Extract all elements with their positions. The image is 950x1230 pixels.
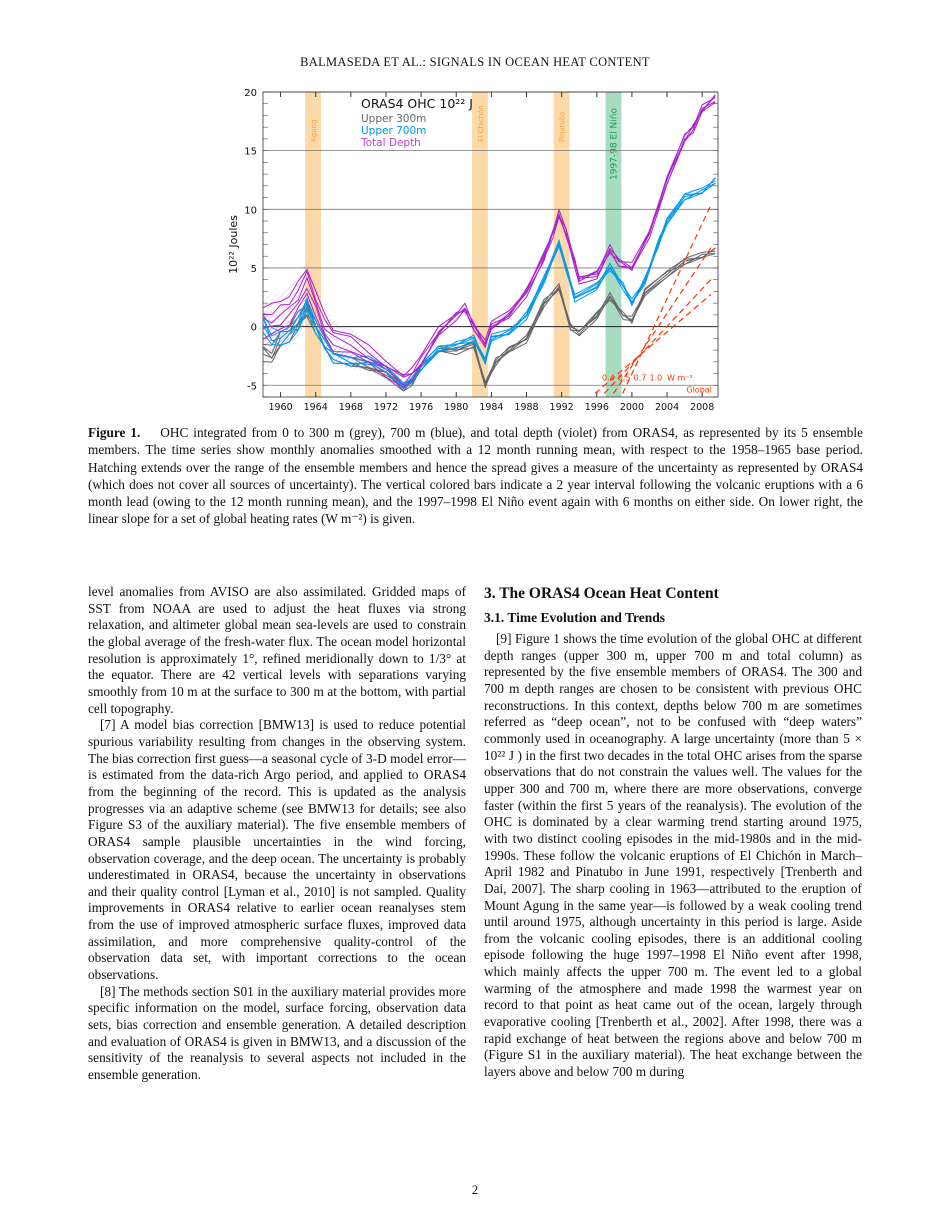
heating-rate-label: 0.7: [633, 373, 647, 383]
paragraph: [9] Figure 1 shows the time evolution of the global OHC at different depth ranges (upper 300 m, upper 700 m and total column) as represented by the five ensemble members of ORAS4. The 300 and 700 m depth ranges are chosen to be consistent with previous OHC reconstructions. In this context, depths below 700 m are sometimes referred as “deep ocean”, not to be confused with “deep waters” commonly used in oceanography. A large uncertainty (more than 5 × 10²² J ) in the first two decades in the total OHC arises from the sparse observations that do not constrain the values well. The values for the upper 300 and 700 m, where there are more observations, converge faster (within the first 5 years of the reanalysis). The evolution of the OHC is dominated by a clear warming trend starting around 1975, with two distinct cooling episodes in the mid-1980s and in the mid-1990s. These follow the volcanic eruptions of El Chichón in March–April 1982 and Pinatubo in June 1991, respectively [Trenberth and Dai, 2007]. The sharp cooling in 1963—attributed to the eruption of Mount Agung in the same year—is followed by a weak cooling trend until around 1975, although uncertainty in this period is large. Aside from the volcanic cooling episodes, there is an additional cooling episode following the huge 1997–1998 El Niño event after 1998, which mainly affects the upper 700 m. The event led to a global warming of the atmosphere and made 1998 the warmest year on record to that point as heat came out of the ocean, largely through evaporative cooling [Trenberth et al., 2002]. After 1998, there was a rapid exchange of heat between the regions above and below 700 m (Figure S1 in the auxiliary material). The heat exchange between the layers above and below 700 m during: [484, 631, 862, 1080]
paragraph: [7] A model bias correction [BMW13] is used to reduce potential spurious variability resulting from changes in the observing system. The bias correction first guess—a seasonal cycle of 3-D model error—is estimated from the data-rich Argo period, and applied to ORAS4 from the beginning of the record. This is updated as the analysis progresses via an adaptive scheme (see BMW13 for details; see also Figure S3 of the auxiliary material). The five ensemble members of ORAS4 sample plausible uncertainties in the wind forcing, observation coverage, and the deep ocean. The uncertainty is probably underestimated in ORAS4, because the uncertainty in observations and their quality control [Lyman et al., 2010] is not sampled. Quality improvements in ORAS4 relative to earlier ocean reanalyses stem from the use of improved atmospheric surface fluxes, improved data assimilation, and more comprehensive quality-control of the observation data set, with important corrections to the ocean observations.: [88, 717, 466, 983]
page-number: 2: [471, 1183, 479, 1197]
x-tick-label: 1960: [268, 402, 293, 413]
figure-label: Figure 1.: [88, 425, 141, 440]
x-tick-label: 1976: [409, 402, 434, 413]
x-tick-label: 2008: [690, 402, 715, 413]
left-column: [88, 584, 466, 1084]
paragraph: level anomalies from AVISO are also assimilated. Gridded maps of SST from NOAA are used to adjust the heat fluxes via strong relaxation, and altimeter global mean sea-levels are used to constrain the global average of the fresh-water flux. The ocean model horizontal resolution is approximately 1°, refined meridionally down to 1/3° at the equator. There are 42 vertical levels with separations varying smoothly from 10 m at the surface to 300 m at the bottom, with partial cell topography.: [88, 584, 466, 716]
x-tick-label: 1980: [444, 402, 469, 413]
figure-caption: [88, 424, 863, 528]
heating-rate-global-label: Global: [686, 385, 712, 395]
heating-rate-label: 0.4: [602, 373, 615, 383]
y-tick-label: 10: [244, 205, 257, 217]
x-tick-label: 1988: [514, 402, 539, 413]
heating-rate-unit: W m⁻²: [667, 373, 693, 383]
series-line-upper-700m: [263, 183, 715, 388]
y-tick-label: -5: [247, 381, 257, 393]
heating-rate-label: 1.0: [649, 373, 663, 383]
caption-text: OHC integrated from 0 to 300 m (grey), 700 m (blue), and total depth (violet) from ORAS4, as represented by its 5 ensemble members. The time series show monthly anomalies smoothed with a 12 month running mean, with respect to the 1958–1965 base period. Hatching extends over the range of the ensemble members and hence the spread gives a measure of the uncertainty as represented by ORAS4 (which does not cover all sources of uncertainty). The vertical colored bars indicate a 2 year interval following the volcanic eruptions with a 6 month lead (owing to the 12 month running mean), and the 1997–1998 El Niño event again with 6 months on either side. On lower right, the linear slope for a set of global heating rates (W m⁻²) is given.: [88, 425, 863, 527]
x-tick-label: 2000: [619, 402, 645, 413]
ohc-chart: [225, 80, 725, 415]
event-bar-label: El Chichón: [476, 105, 485, 142]
right-column: [484, 584, 862, 1194]
x-tick-label: 1964: [303, 402, 328, 413]
subsection-heading: 3.1. Time Evolution and Trends: [484, 610, 666, 625]
event-bar-label: 1997-98 El Niño: [609, 108, 620, 180]
x-tick-label: 2004: [654, 402, 680, 413]
y-axis-label: 10²² Joules: [227, 215, 240, 274]
x-tick-label: 1984: [479, 402, 504, 413]
x-tick-label: 1968: [338, 402, 363, 413]
paragraph: [8] The methods section S01 in the auxiliary material provides more specific information on the model, surface forcing, observation data sets, bias correction and ensemble generation. A detailed description and evaluation of ORAS4 is given in BMW13, and a discussion of the sensitivity of the reanalysis to several aspects not included in the ensemble generation.: [88, 983, 466, 1083]
x-tick-label: 1992: [549, 402, 574, 413]
x-tick-label: 1972: [373, 402, 399, 413]
running-header: BALMASEDA ET AL.: SIGNALS IN OCEAN HEAT CONTENT: [300, 55, 650, 69]
legend-entry: Upper 300m: [361, 113, 427, 125]
heating-rate-slope-line: [623, 205, 711, 394]
y-tick-label: 0: [250, 322, 257, 334]
x-tick-label: 1996: [584, 402, 609, 413]
event-bar-label: Pinatubo: [558, 111, 567, 142]
y-tick-label: 15: [244, 146, 257, 158]
y-tick-label: 5: [250, 263, 257, 275]
event-bar-label: Agung: [310, 119, 319, 142]
legend-entry: Upper 700m: [361, 125, 427, 137]
y-tick-label: 20: [244, 88, 257, 99]
heating-rate-label: 0.5: [617, 373, 631, 383]
section-heading: 3. The ORAS4 Ocean Heat Content: [484, 585, 719, 602]
chart-title: ORAS4 OHC 10²² J: [361, 96, 473, 111]
legend-entry: Total Depth: [361, 137, 421, 149]
